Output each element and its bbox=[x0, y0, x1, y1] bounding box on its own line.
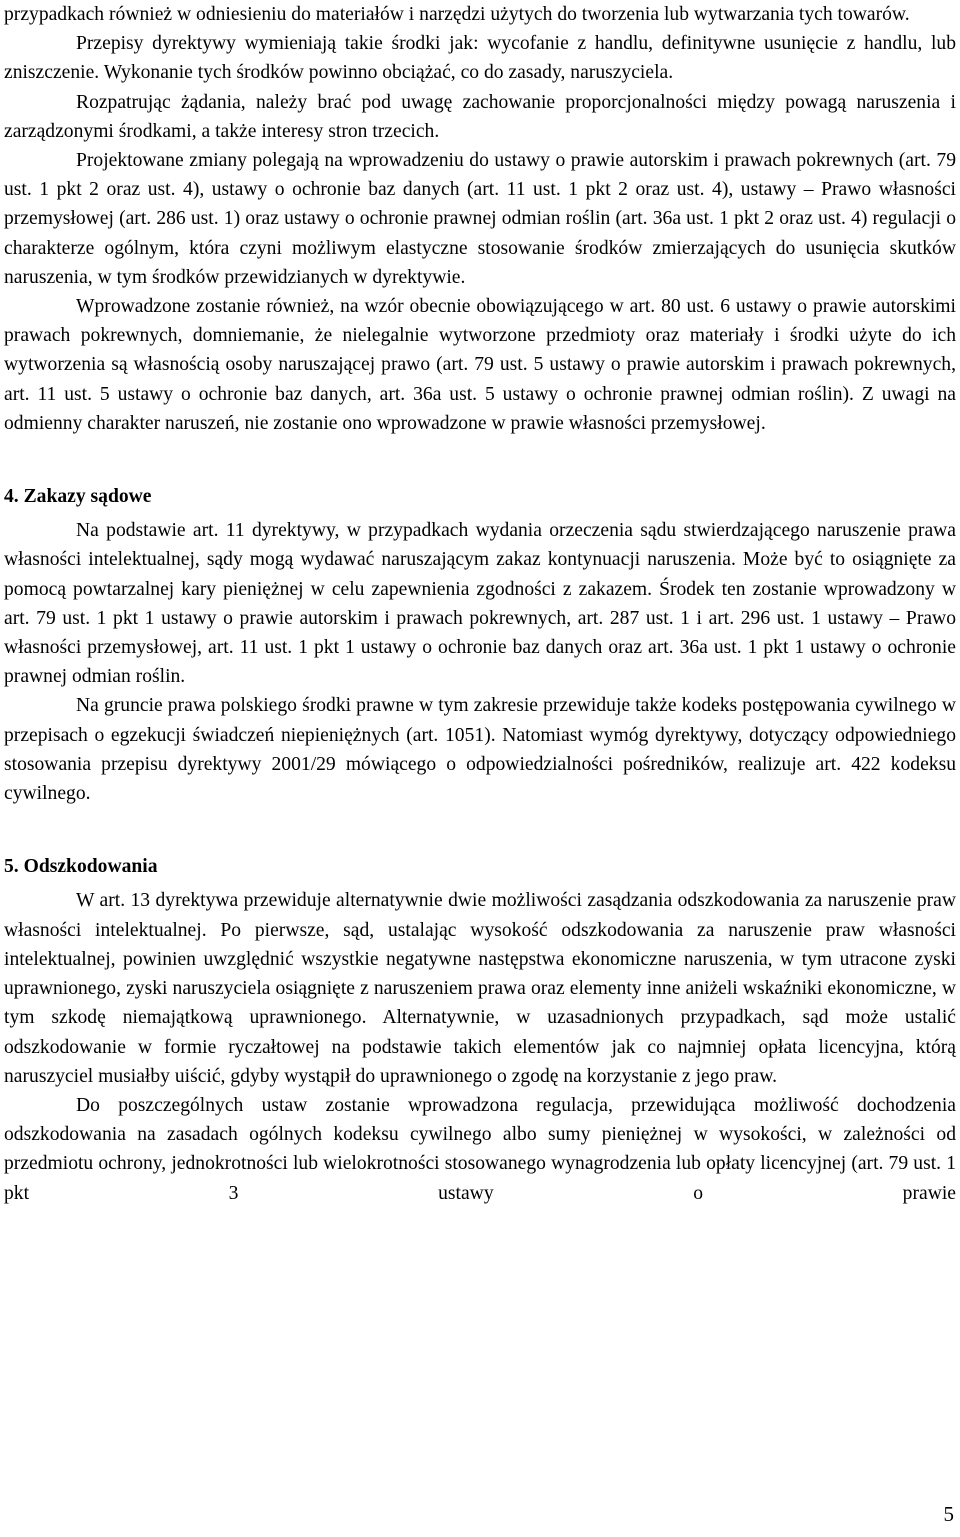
document-page bbox=[4, 0, 956, 1208]
section-spacer bbox=[4, 438, 956, 482]
paragraph: W art. 13 dyrektywa przewiduje alternatywnie dwie możliwości zasądzania odszkodowania za naruszenie praw własności intelektualnej. Po pierwsze, sąd, ustalając wysokość odszkodowania za naruszenie praw własności intelektualnej, powinien uwzględnić wszystkie negatywne następstwa ekonomiczne naruszenia, w tym utracone zyski uprawnionego, zyski naruszyciela osiągnięte z naruszeniem prawa oraz elementy inne aniżeli wskaźniki ekonomiczne, w tym szkodę niemajątkową uprawnionego. Alternatywnie, w uzasadnionych przypadkach, sąd może ustalić odszkodowanie w formie ryczałtowej na podstawie takich elementów jak co najmniej opłata licencyjna, którą naruszyciel musiałby uiścić, gdyby wystąpił do uprawnionego o zgodę na korzystanie z jego praw. bbox=[4, 890, 956, 1087]
paragraph-cut-off: Do poszczególnych ustaw zostanie wprowadzona regulacja, przewidująca możliwość dochodzenia odszkodowania na zasadach ogólnych kodeksu cywilnego albo sumy pieniężnej w wysokości, w zależności od przedmiotu ochrony, jednokrotności lub wielokrotności stosowanego wynagrodzenia lub opłaty licencyjnej (art. 79 ust. 1 pkt 3 ustawy o prawie bbox=[4, 1094, 956, 1204]
paragraph: Na podstawie art. 11 dyrektywy, w przypadkach wydania orzeczenia sądu stwierdzającego naruszenie prawa własności intelektualnej, sądy mogą wydawać naruszającym zakaz kontynuacji naruszenia. Może być to osiągnięte za pomocą powtarzalnej kary pieniężnej w celu zapewnienia zgodności z zakazem. Środek ten zostanie wprowadzony w art. 79 ust. 1 pkt 1 ustawy o prawie autorskim i prawach pokrewnych, art. 287 ust. 1 i art. 296 ust. 1 ustawy – Prawo własności przemysłowej, art. 11 ust. 1 pkt 1 ustawy o ochronie baz danych oraz art. 36a ust. 1 pkt 1 ustawy o ochronie prawnej odmian roślin. bbox=[4, 520, 956, 688]
section-spacer bbox=[4, 808, 956, 852]
paragraph: Wprowadzone zostanie również, na wzór obecnie obowiązującego w art. 80 ust. 6 ustawy o prawie autorskimi prawach pokrewnych, domniemanie, że nielegalnie wytworzone przedmioty oraz materiały i środki użyte do ich wytworzenia są własnością osoby naruszającej prawo (art. 79 ust. 5 ustawy o prawie autorskim i prawach pokrewnych, art. 11 ust. 5 ustawy o ochronie baz danych, art. 36a ust. 5 ustawy o ochronie prawnej odmian roślin). Z uwagi na odmienny charakter naruszeń, nie zostanie ono wprowadzone w prawie własności przemysłowej. bbox=[4, 296, 956, 434]
paragraph: Rozpatrując żądania, należy brać pod uwagę zachowanie proporcjonalności między powagą naruszenia i zarządzonymi środkami, a także interesy stron trzecich. bbox=[4, 91, 956, 142]
section-heading-4: 4. Zakazy sądowe bbox=[4, 486, 152, 508]
page-number: 5 bbox=[943, 1502, 954, 1526]
paragraph: Na gruncie prawa polskiego środki prawne w tym zakresie przewiduje także kodeks postępowania cywilnego w przepisach o egzekucji świadczeń niepieniężnych (art. 1051). Natomiast wymóg dyrektywy, dotyczący odpowiedniego stosowania przepisu dyrektywy 2001/29 mówiącego o odpowiedzialności pośredników, realizuje art. 422 kodeksu cywilnego. bbox=[4, 695, 956, 805]
section-heading-5: 5. Odszkodowania bbox=[4, 856, 158, 878]
paragraph: Projektowane zmiany polegają na wprowadzeniu do ustawy o prawie autorskim i prawach pokrewnych (art. 79 ust. 1 pkt 2 oraz ust. 4), ustawy o ochronie baz danych (art. 11 ust. 1 pkt 2 oraz ust. 4), ustawy – Prawo własności przemysłowej (art. 286 ust. 1) oraz ustawy o ochronie prawnej odmian roślin (art. 36a ust. 1 pkt 2 oraz ust. 4) regulacji o charakterze ogólnym, która czyni możliwym elastyczne stosowanie środków zmierzających do usunięcia skutków naruszenia, w tym środków przewidzianych w dyrektywie. bbox=[4, 150, 956, 288]
paragraph-continuation: przypadkach również w odniesieniu do materiałów i narzędzi użytych do tworzenia lub wytwarzania tych towarów. bbox=[4, 4, 910, 25]
paragraph: Przepisy dyrektywy wymieniają takie środki jak: wycofanie z handlu, definitywne usunięcie z handlu, lub zniszczenie. Wykonanie tych środków powinno obciążać, co do zasady, naruszyciela. bbox=[4, 33, 956, 84]
